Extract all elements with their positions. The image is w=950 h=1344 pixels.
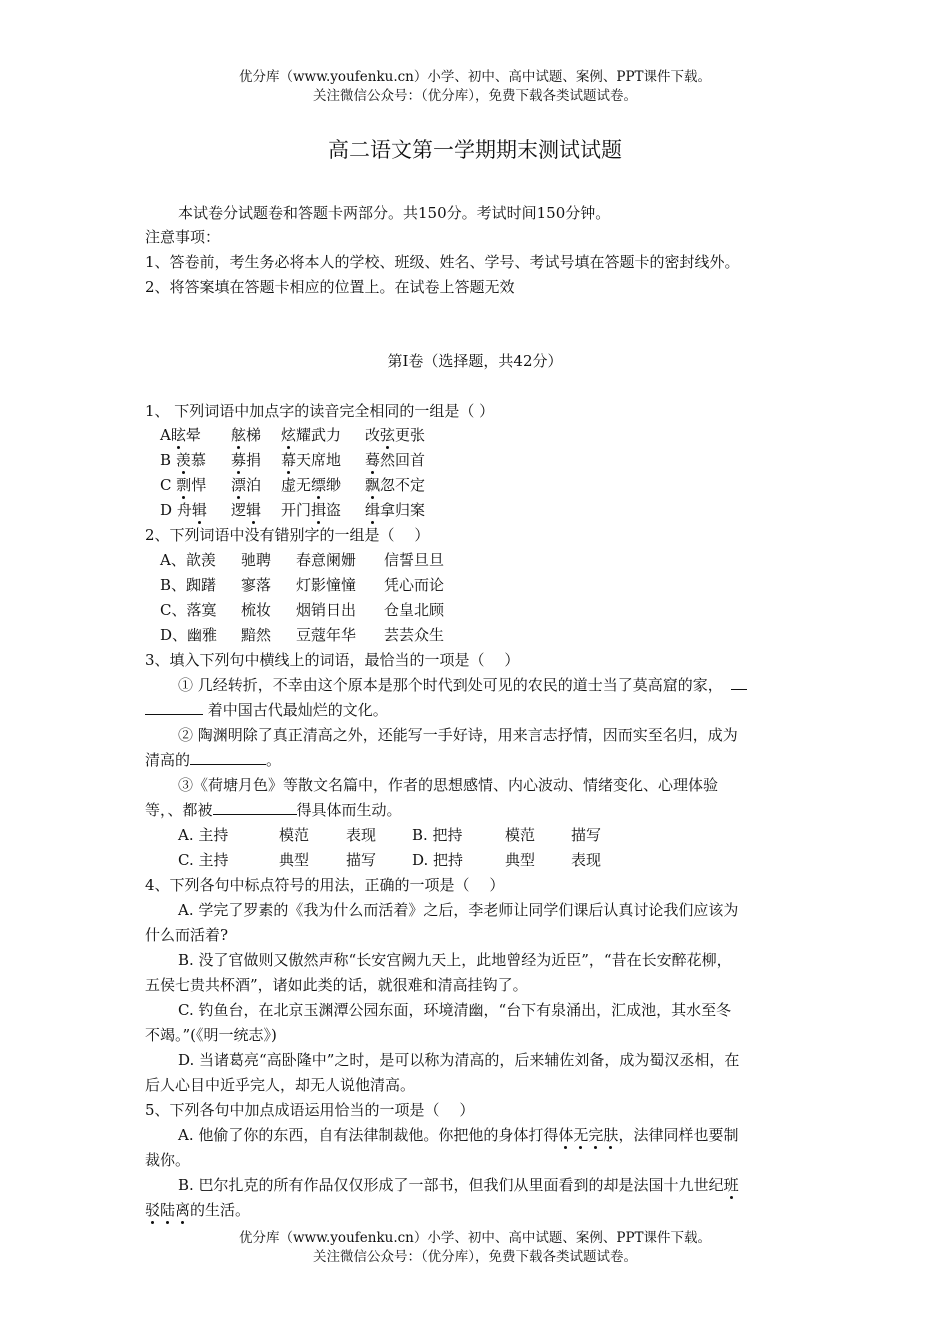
page-title: 高二语文第一学期期末测试试题 (328, 138, 622, 162)
footer-line-1: 优分库（www.youfenku.cn）小学、初中、高中试题、案例、PPT课件下载。 (238, 1230, 712, 1246)
intro-text: 本试卷分试题卷和答题卡两部分。共150分。考试时间150分钟。 (178, 204, 611, 222)
section-heading: 第I卷（选择题，共42分） (387, 352, 563, 370)
q4-option-d: D. 当诸葛亮“高卧隆中”之时，是可以称为清高的，后来辅佐刘备，成为蜀汉丞相，在 (178, 1051, 740, 1069)
q5-a-idiom: 体无完肤 (558, 1126, 619, 1144)
q5-option-a: A. 他偷了你的东西，自有法律制裁他。你把他的身体打得体无完肤，法律同样也要制 (178, 1126, 739, 1144)
q3-stem: 3、填入下列句中横线上的词语，最恰当的一项是（ ） (145, 651, 520, 669)
q5-b-idiom: 驳陆离 (145, 1201, 191, 1219)
q5-stem: 5、下列各句中加点成语运用恰当的一项是（ ） (145, 1101, 475, 1119)
q4-option-c: C. 钓鱼台，在北京玉渊潭公园东面，环境清幽，“台下有泉涌出，汇成池，其水至冬 (178, 1001, 732, 1019)
q4-option-c-cont: 不竭。”(《明一统志》) (145, 1026, 277, 1044)
q4-option-a-cont: 什么而活着? (145, 926, 229, 944)
q4-option-d-cont: 后人心目中近乎完人，却无人说他清高。 (145, 1076, 416, 1094)
q3-sentence-1: ① 几经转折，不幸由这个原本是那个时代到处可见的农民的道士当了莫高窟的家， (178, 674, 747, 696)
q1-stem: 1、 下列词语中加点字的读音完全相同的一组是（ ） (145, 402, 495, 420)
notice-title: 注意事项： (145, 228, 221, 246)
q4-stem: 4、下列各句中标点符号的用法，正确的一项是（ ） (145, 876, 505, 894)
q5-option-a-cont: 裁你。 (145, 1151, 191, 1169)
header-line-1: 优分库（www.youfenku.cn）小学、初中、高中试题、案例、PPT课件下载。 (238, 69, 712, 85)
q4-option-b-cont: 五侯七贵共杯酒”，诸如此类的话，就很难和清高挂钩了。 (145, 976, 528, 994)
q5-option-b: B. 巴尔扎克的所有作品仅仅形成了一部书，但我们从里面看到的却是法国十九世纪班 (178, 1176, 739, 1194)
q2-stem: 2、下列词语中没有错别字的一组是（ ） (145, 526, 430, 544)
header-line-2: 关注微信公众号：（优分库），免费下载各类试题试卷。 (313, 88, 637, 104)
q3-sentence-2: ② 陶渊明除了真正清高之外，还能写一手好诗，用来言志抒情，因而实至名归，成为 (178, 726, 738, 744)
q3-sentence-3: ③《荷塘月色》等散文名篇中，作者的思想感情、内心波动、情绪变化、心理体验 (178, 776, 719, 794)
q5-option-b-cont: 驳陆离的生活。 (145, 1201, 251, 1219)
notice-1: 1、答卷前，考生务必将本人的学校、班级、姓名、学号、考试号填在答题卡的密封线外。 (145, 253, 740, 271)
q3-sentence-1-cont: 着中国古代最灿烂的文化。 (145, 699, 388, 721)
footer-line-2: 关注微信公众号：（优分库），免费下载各类试题试卷。 (313, 1249, 637, 1265)
q3-sentence-2-cont: 清高的 。 (145, 751, 282, 769)
notice-2: 2、将答案填在答题卡相应的位置上。在试卷上答题无效 (145, 278, 515, 296)
q4-option-a: A. 学完了罗素的《我为什么而活着》之后，李老师让同学们课后认真讨论我们应该为 (178, 901, 739, 919)
q3-sentence-3-cont: 等，、都被 得具体而生动。 (145, 801, 402, 819)
q4-option-b: B. 没了官做则又傲然声称“长安宫阙九天上，此地曾经为近臣”，“昔在长安醉花柳， (178, 951, 732, 969)
